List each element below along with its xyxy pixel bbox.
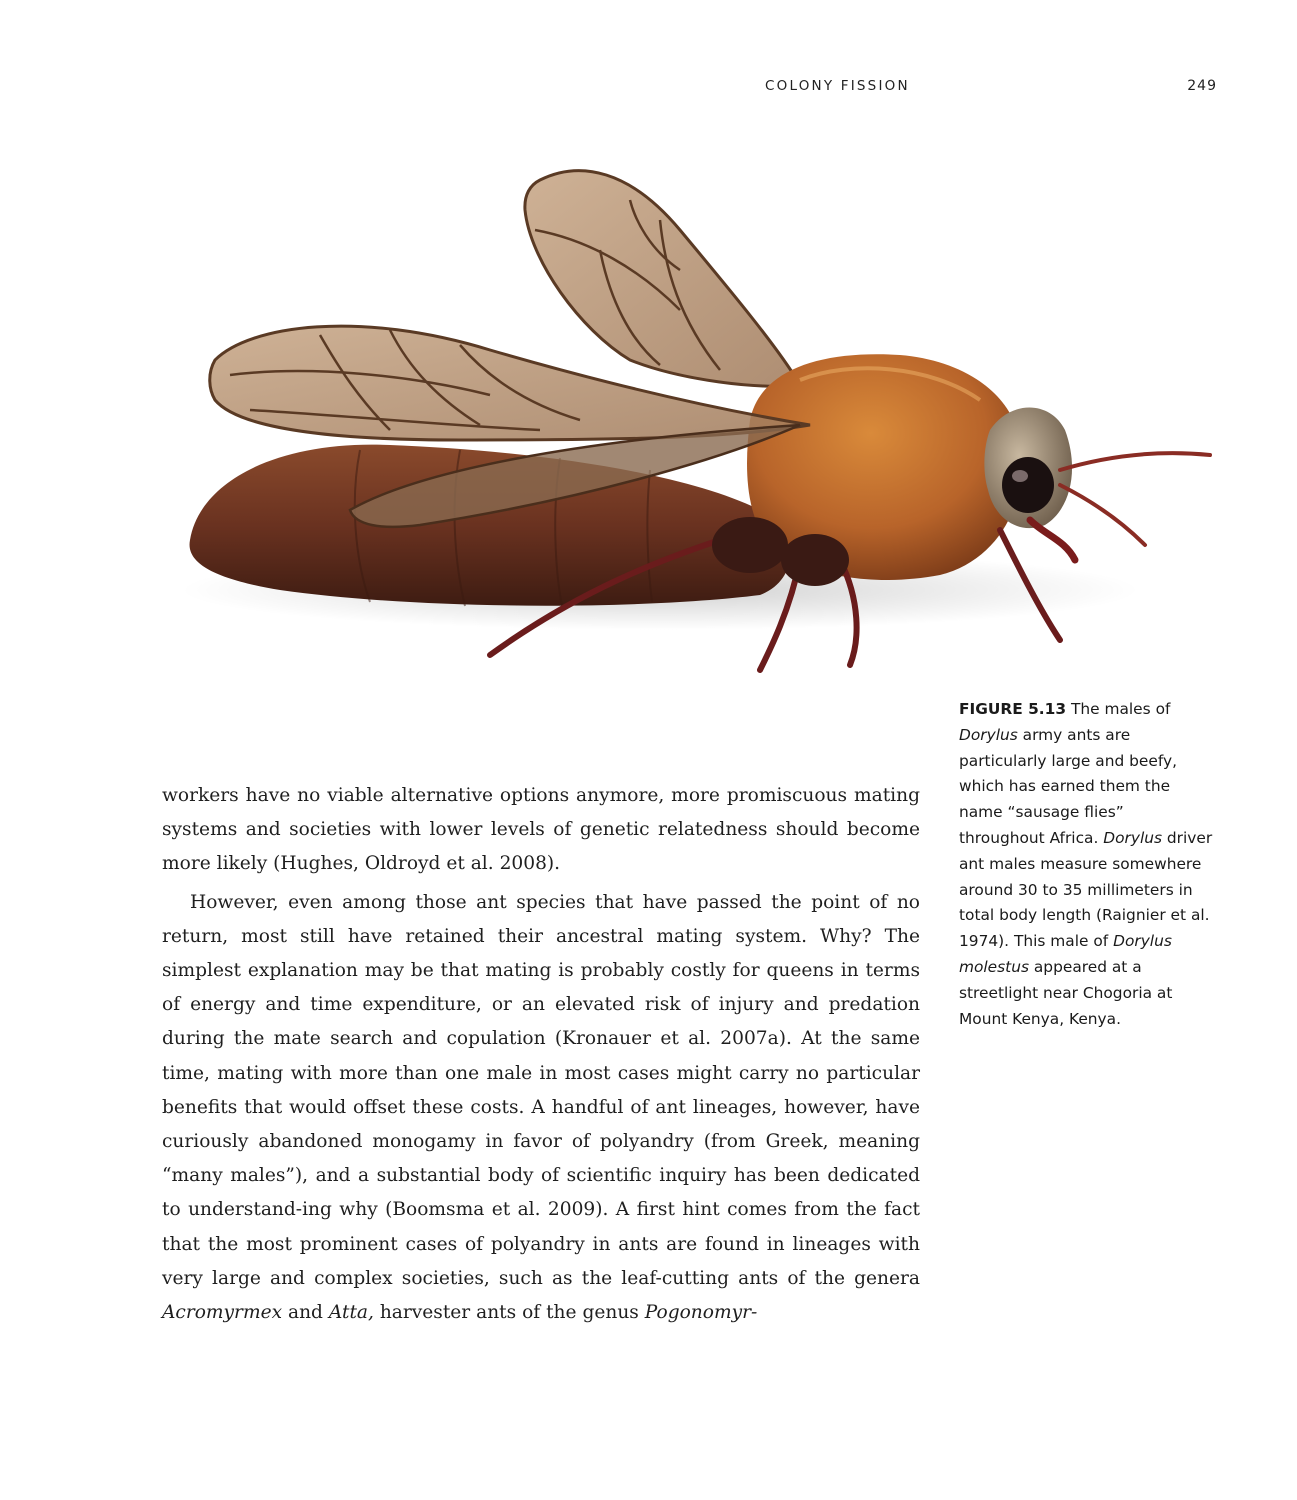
caption-text: appeared at a streetlight near Chogoria at Mount Kenya, Kenya.	[959, 957, 1173, 1028]
caption-taxon: Dorylus molestus	[959, 932, 1172, 976]
caption-text: The males of	[1066, 700, 1171, 718]
figure-caption	[959, 697, 1214, 1032]
caption-taxon: Dorylus	[1103, 828, 1163, 847]
paragraph-2	[162, 886, 920, 1331]
caption-taxon: Dorylus	[959, 725, 1018, 744]
taxon-name: Atta,	[328, 1302, 374, 1324]
taxon-name: Acromyrmex	[162, 1302, 283, 1324]
paragraph-text: However, even among those ant species that have passed the point of no return, most still have retained their ancestral mating system. Why? The simplest explanation may be that mating is probably costly for queens in terms of energy and time expenditure, or an elevated risk of injury and predation during the mate search and copulation (Kronauer et al. 2007a). At the same time, mating with more than one male in most cases might carry no particular benefits that would offset these costs. A handful of ant lineages, however, have curiously abandoned monogamy in favor of polyandry (from Greek, meaning “many males”), and a substantial body of scientific inquiry has been dedicated to understand-ing why (Boomsma et al. 2009). A first hint comes from the fact that the most prominent cases of polyandry in ants are found in lineages with very large and complex societies, such as the leaf-cutting ants of the genera	[162, 891, 920, 1289]
taxon-name: Pogonomyr-	[644, 1302, 758, 1324]
page-number: 249	[1187, 78, 1217, 94]
caption-text: driver ant males measure somewhere around 30 to 35 millimeters in total body length (Raignier et al. 1974). This male of	[959, 828, 1213, 951]
running-head: COLONY FISSION	[765, 78, 910, 94]
caption-text: army ants are particularly large and beefy, which has earned them the name “sausage flies” throughout Africa.	[959, 725, 1177, 847]
paragraph-1: workers have no viable alternative options anymore, more promiscuous mating systems and societies with lower levels of genetic relatedness should become more likely (Hughes, Oldroyd et al. 2008).	[162, 785, 920, 875]
paragraph-text: and	[282, 1302, 329, 1324]
ant-photo	[160, 140, 1230, 700]
paragraph-text: harvester ants of the genus	[373, 1302, 645, 1324]
figure-label: FIGURE 5.13	[959, 700, 1067, 718]
body-text	[162, 779, 920, 1330]
